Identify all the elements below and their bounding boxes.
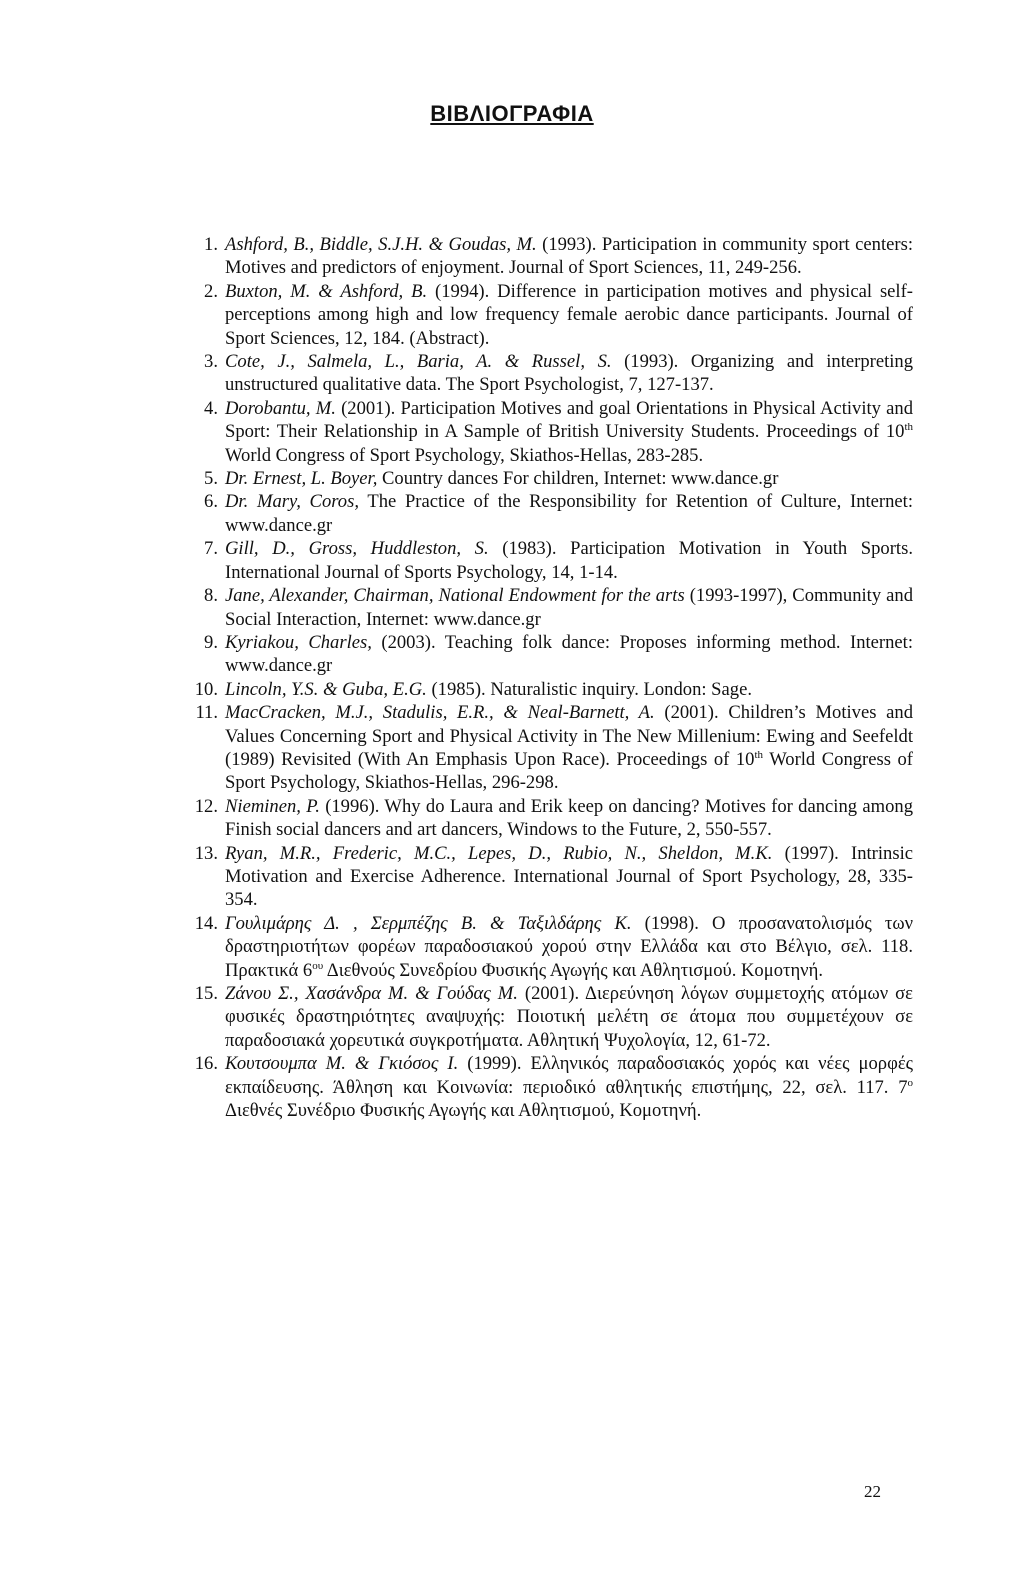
reference-item	[160, 912, 913, 982]
reference-number: 14.	[194, 912, 218, 934]
superscript: ο	[907, 1076, 913, 1089]
reference-number: 13.	[194, 842, 218, 864]
reference-text: (1994). Difference in participation motives and physical self- perceptions among high and low frequency female aerobic dance participants. Journal of Sport Sciences, 12, 184. (Abstract).	[225, 280, 913, 349]
reference-item	[160, 280, 913, 350]
reference-number: 2.	[204, 280, 218, 302]
reference-item	[160, 1052, 913, 1122]
reference-authors: Dorobantu, M.	[225, 397, 336, 419]
reference-text: (2003). Teaching folk dance: Proposes informing method. Internet: www.dance.gr	[225, 631, 913, 677]
reference-number: 4.	[204, 397, 218, 419]
reference-number: 9.	[204, 631, 218, 653]
reference-text-cont: Διεθνές Συνέδριο Φυσικής Αγωγής και Αθλητισμού, Κομοτηνή.	[225, 1100, 702, 1122]
superscript: ου	[312, 959, 324, 972]
reference-item	[160, 982, 913, 1052]
reference-number: 7.	[204, 538, 218, 560]
reference-item	[160, 584, 913, 631]
reference-item	[160, 795, 913, 842]
reference-authors: Buxton, M. & Ashford, B.	[225, 280, 428, 302]
reference-authors: Lincoln, Y.S. & Guba, E.G.	[225, 678, 427, 700]
reference-number: 6.	[204, 491, 218, 513]
reference-item	[160, 350, 913, 397]
reference-text: The Practice of the Responsibility for Retention of Culture, Internet: www.dance.gr	[225, 491, 913, 536]
reference-item	[160, 678, 913, 701]
reference-authors: Jane, Alexander, Chairman, National Endowment for the arts	[225, 585, 685, 607]
reference-authors: Ryan, M.R., Frederic, M.C., Lepes, D., Rubio, N., Sheldon, M.K.	[225, 842, 773, 864]
reference-item	[160, 631, 913, 678]
reference-text: (1999). Ελληνικός παραδοσιακός χορός και νέες μορφές εκπαίδευσης. Άθληση και Κοινωνία: περιοδικό αθλητικής επιστήμης, 22, σελ. 117. 7	[225, 1053, 913, 1098]
reference-number: 11.	[195, 702, 218, 724]
reference-authors: Κουτσουμπα Μ. & Γκιόσος Ι.	[225, 1053, 459, 1075]
reference-number: 3.	[204, 351, 218, 373]
reference-item	[160, 842, 913, 912]
reference-text: (2001). Διερεύνηση λόγων συμμετοχής ατόμων σε φυσικές δραστηριότητες αναψυχής: Ποιοτική μελέτη σε άτομα που συμμετέχουν σε παραδοσιακά χορευτικά συγκροτήματα. Αθλητική Ψυχολογία, 12, 61-72.	[225, 983, 913, 1051]
reference-authors: Dr. Mary, Coros,	[225, 491, 359, 513]
reference-text: (1993). Participation in community sport centers: Motives and predictors of enjoyment. Journal of Sport Sciences, 11, 249-256.	[225, 234, 913, 279]
reference-item	[160, 490, 913, 537]
reference-item	[160, 397, 913, 467]
reference-text: (1993-1997), Community and Social Interaction, Internet: www.dance.gr	[225, 585, 913, 630]
reference-text: (1998). Ο προσανατολισμός των δραστηριοτήτων φορέων παραδοσιακού χορού στην Ελλάδα και στο Βέλγιο, σελ. 118. Πρακτικά 6	[225, 912, 913, 981]
reference-number: 12.	[194, 795, 218, 817]
reference-list	[160, 233, 913, 1122]
reference-authors: Γουλιμάρης Δ. , Σερμπέζης Β. & Ταξιλδάρης Κ.	[225, 912, 632, 934]
reference-authors: Nieminen, P.	[225, 795, 320, 817]
reference-item	[160, 467, 913, 490]
reference-text-cont: World Congress of Sport Psychology, Skiathos-Hellas, 296-298.	[225, 748, 913, 794]
reference-authors: Dr. Ernest, L. Boyer,	[225, 468, 378, 490]
reference-authors: MacCracken, M.J., Stadulis, E.R., & Neal-Barnett, A.	[225, 702, 655, 724]
reference-item	[160, 233, 913, 280]
reference-text: (1997). Intrinsic Motivation and Exercise Adherence. International Journal of Sport Psychology, 28, 335-354.	[225, 842, 913, 911]
superscript: th	[904, 421, 913, 434]
reference-authors: Cote, J., Salmela, L., Baria, A. & Russel, S.	[225, 351, 612, 373]
reference-text: (2001). Children’s Motives and Values Concerning Sport and Physical Activity in The New Millenium: Ewing and Seefeldt (1989) Revisited (With An Emphasis Upon Race). Proceedings of 10	[225, 702, 913, 770]
reference-text: (1983). Participation Motivation in Youth Sports. International Journal of Sports Psychology, 14, 1-14.	[225, 538, 913, 583]
page-title: ΒΙΒΛΙΟΓΡΑΦΙΑ	[430, 101, 594, 126]
reference-number: 16.	[194, 1053, 218, 1075]
reference-number: 1.	[204, 234, 218, 255]
reference-number: 10.	[194, 678, 218, 700]
reference-text: (1996). Why do Laura and Erik keep on dancing? Motives for dancing among Finish social dancers and art dancers, Windows to the Future, 2, 550-557.	[225, 795, 913, 841]
reference-number: 8.	[204, 585, 218, 607]
reference-authors: Kyriakou, Charles,	[225, 631, 372, 653]
superscript: th	[754, 748, 764, 761]
reference-item	[160, 701, 913, 795]
page-number: 22	[864, 1482, 881, 1501]
reference-text: (1985). Naturalistic inquiry. London: Sage.	[426, 678, 752, 700]
reference-item	[160, 537, 913, 584]
reference-text-cont: Διεθνούς Συνεδρίου Φυσικής Αγωγής και Αθλητισμού. Κομοτηνή.	[323, 959, 823, 981]
reference-number: 5.	[204, 468, 218, 490]
reference-text: Country dances For children, Internet: www.dance.gr	[377, 468, 779, 490]
reference-text: (2001). Participation Motives and goal Orientations in Physical Activity and Sport: Their Relationship in A Sample of British University Students. Proceedings of 10	[225, 397, 913, 443]
reference-text: (1993). Organizing and interpreting unstructured qualitative data. The Sport Psychologist, 7, 127-137.	[225, 351, 913, 396]
reference-text-cont: World Congress of Sport Psychology, Skiathos-Hellas, 283-285.	[225, 444, 704, 466]
reference-authors: Ζάνου Σ., Χασάνδρα Μ. & Γούδας Μ.	[225, 983, 518, 1004]
reference-authors: Ashford, B., Biddle, S.J.H. & Goudas, M.	[225, 234, 537, 255]
reference-number: 15.	[194, 983, 218, 1004]
reference-authors: Gill, D., Gross, Huddleston, S.	[225, 538, 489, 560]
